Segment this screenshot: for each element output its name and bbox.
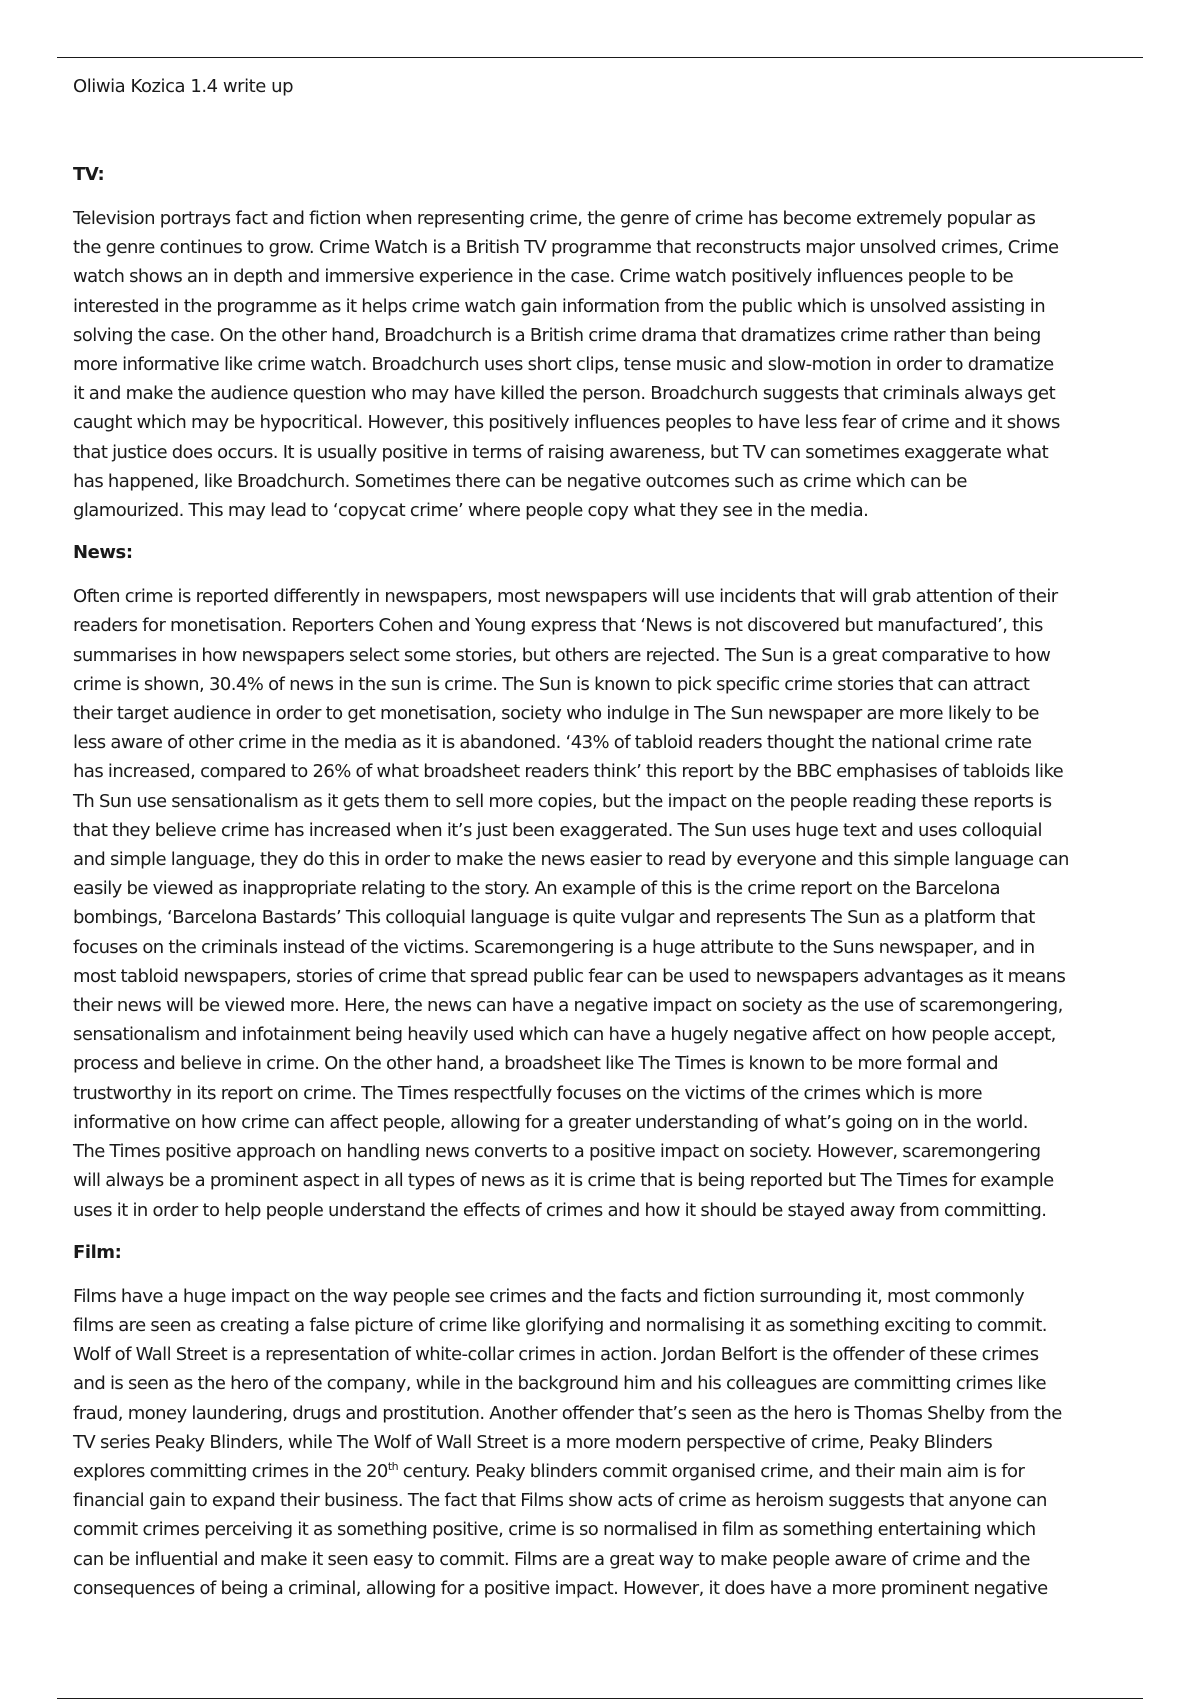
text-line-with-superscript (73, 1457, 1129, 1486)
text-line: has increased, compared to 26% of what broadsheet readers think’ this report by the BBC emphasises of tabloids like (73, 761, 1064, 783)
text-line: will always be a prominent aspect in all types of news as it is crime that is being reported but The Times for example (73, 1170, 1054, 1192)
text-line: Th Sun use sensationalism as it gets them to sell more copies, but the impact on the people reading these reports is (73, 790, 1052, 812)
text-line: crime is shown, 30.4% of news in the sun is crime. The Sun is known to pick specific crime stories that can attract (73, 673, 1030, 695)
top-rule (57, 57, 1143, 58)
text-line: Television portrays fact and fiction when representing crime, the genre of crime has become extremely popular as (73, 208, 1036, 229)
text-line: TV series Peaky Blinders, while The Wolf of Wall Street is a more modern perspective of crime, Peaky Blinders (73, 1431, 993, 1453)
document-header: Oliwia Kozica 1.4 write up (73, 76, 294, 97)
section-heading-film: Film: (73, 1241, 122, 1263)
text-line: their target audience in order to get monetisation, society who indulge in The Sun newspaper are more likely to be (73, 703, 1039, 725)
text-line: Wolf of Wall Street is a representation of white-collar crimes in action. Jordan Belfort is the offender of these crimes (73, 1344, 1039, 1366)
text-line: their news will be viewed more. Here, the news can have a negative impact on society as the use of scaremongering, (73, 995, 1063, 1017)
text-line: uses it in order to help people understand the effects of crimes and how it should be stayed away from committing. (73, 1199, 1047, 1221)
text-line: and simple language, they do this in order to make the news easier to read by everyone and this simple language can (73, 849, 1069, 871)
text-line: focuses on the criminals instead of the victims. Scaremongering is a huge attribute to the Suns newspaper, and in (73, 936, 1035, 958)
text-line: that justice does occurs. It is usually positive in terms of raising awareness, but TV can sometimes exaggerate what (73, 441, 1049, 463)
text-line: has happened, like Broadchurch. Sometimes there can be negative outcomes such as crime which can be (73, 470, 967, 492)
text-line: most tabloid newspapers, stories of crime that spread public fear can be used to newspapers advantages as it means (73, 965, 1066, 987)
text-line: Films have a huge impact on the way people see crimes and the facts and fiction surrounding it, most commonly (73, 1285, 1025, 1307)
text-line: films are seen as creating a false picture of crime like glorifying and normalising it as something exciting to commit. (73, 1314, 1047, 1336)
text-line: consequences of being a criminal, allowing for a positive impact. However, it does have a more prominent negative (73, 1577, 1048, 1599)
text-line: bombings, ‘Barcelona Bastards’ This colloquial language is quite vulgar and represents The Sun as a platform that (73, 907, 1035, 929)
text-line: solving the case. On the other hand, Broadchurch is a British crime drama that dramatizes crime rather than being (73, 324, 1041, 346)
text-line: informative on how crime can affect people, allowing for a greater understanding of what’s going on in the world. (73, 1111, 1028, 1133)
text-line: summarises in how newspapers select some stories, but others are rejected. The Sun is a great comparative to how (73, 644, 1051, 666)
text-line: trustworthy in its report on crime. The Times respectfully focuses on the victims of the crimes which is more (73, 1082, 982, 1104)
text-line: Often crime is reported differently in newspapers, most newspapers will use incidents that will grab attention of their (73, 586, 1058, 608)
text-line: fraud, money laundering, drugs and prostitution. Another offender that’s seen as the hero is Thomas Shelby from the (73, 1402, 1062, 1424)
text-line: the genre continues to grow. Crime Watch is a British TV programme that reconstructs major unsolved crimes, Crime (73, 237, 1059, 259)
text-line: caught which may be hypocritical. However, this positively influences peoples to have less fear of crime and it shows (73, 412, 1060, 434)
text-line: it and make the audience question who may have killed the person. Broadchurch suggests that criminals always get (73, 383, 1056, 405)
text-line: less aware of other crime in the media as it is abandoned. ‘43% of tabloid readers thought the national crime rate (73, 732, 1032, 754)
text-line: financial gain to expand their business. The fact that Films show acts of crime as heroism suggests that anyone can (73, 1490, 1047, 1512)
text-line: more informative like crime watch. Broadchurch uses short clips, tense music and slow-motion in order to dramatize (73, 354, 1054, 376)
text-line: sensationalism and infotainment being heavily used which can have a hugely negative affect on how people accept, (73, 1024, 1056, 1046)
superscript-ordinal: th (387, 1459, 398, 1473)
section-body-tv (73, 204, 1129, 525)
text-line: watch shows an in depth and immersive experience in the case. Crime watch positively influences people to be (73, 266, 1014, 288)
text-line: The Times positive approach on handling news converts to a positive impact on society. However, scaremongering (73, 1141, 1041, 1163)
text-line: and is seen as the hero of the company, while in the background him and his colleagues are committing crimes like (73, 1373, 1047, 1395)
section-heading-news: News: (73, 542, 133, 564)
text-line: easily be viewed as inappropriate relating to the story. An example of this is the crime report on the Barcelona (73, 878, 1000, 900)
section-body-news (73, 582, 1129, 1224)
text-line: interested in the programme as it helps crime watch gain information from the public which is unsolved assisting in (73, 295, 1046, 317)
text-line: readers for monetisation. Reporters Cohen and Young express that ‘News is not discovered but manufactured’, this (73, 615, 1043, 637)
document-page (73, 74, 1129, 1618)
section-heading-tv: TV: (73, 164, 105, 185)
text-line: commit crimes perceiving it as something positive, crime is so normalised in film as something entertaining which (73, 1519, 1036, 1541)
text-line: that they believe crime has increased when it’s just been exaggerated. The Sun uses huge text and uses colloquial (73, 819, 1042, 841)
text-line: glamourized. This may lead to ‘copycat crime’ where people copy what they see in the media. (73, 500, 869, 522)
text-fragment: explores committing crimes in the 20 (73, 1460, 388, 1482)
text-line: process and believe in crime. On the other hand, a broadsheet like The Times is known to be more formal and (73, 1053, 999, 1075)
text-fragment: century. Peaky blinders commit organised crime, and their main aim is for (398, 1460, 1025, 1482)
text-line: can be influential and make it seen easy to commit. Films are a great way to make people aware of crime and the (73, 1548, 1030, 1570)
bottom-rule (57, 1698, 1143, 1699)
section-body-film (73, 1282, 1129, 1603)
